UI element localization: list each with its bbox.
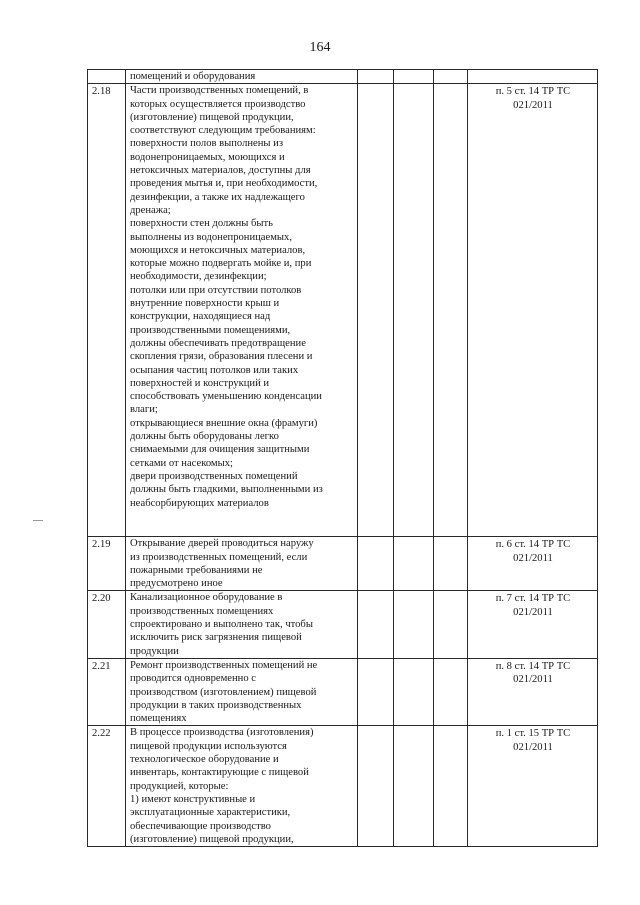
row-number: 2.20 — [92, 593, 111, 605]
row-number-cell — [88, 658, 126, 725]
table-row — [88, 591, 598, 658]
legal-reference: п. 8 ст. 14 ТР ТС 021/2011 — [495, 660, 571, 686]
reference-cell — [468, 726, 598, 847]
check-cell-na — [434, 70, 468, 84]
check-cell-no — [394, 84, 434, 537]
row-number-cell — [88, 591, 126, 658]
row-number-cell — [88, 726, 126, 847]
requirement-cell — [126, 658, 358, 725]
check-cell-no — [394, 658, 434, 725]
row-number: 2.18 — [92, 86, 111, 98]
table-row — [88, 537, 598, 591]
check-cell-na — [434, 84, 468, 537]
reference-cell — [468, 84, 598, 537]
requirement-cell — [126, 591, 358, 658]
requirement-cell — [126, 84, 358, 537]
legal-reference: п. 6 ст. 14 ТР ТС 021/2011 — [495, 539, 571, 564]
check-cell-na — [434, 658, 468, 725]
requirement-text: В процессе производства (изготовления) пищевой продукции используются технологическое оборудование и инвентарь, контактирующие с пищевой продукцией, которые: 1) имеют конструктивные и эксплуатационные характеристики, обеспечивающие производство (изготовление) пищевой продукции, — [130, 727, 314, 845]
check-cell-na — [434, 537, 468, 591]
check-cell-no — [394, 726, 434, 847]
row-number: 2.19 — [92, 539, 111, 551]
table-row — [88, 70, 598, 84]
page-number: 164 — [309, 40, 331, 55]
row-number-cell — [88, 537, 126, 591]
table-row — [88, 726, 598, 847]
check-cell-yes — [358, 726, 394, 847]
table-row — [88, 84, 598, 537]
requirement-cell — [126, 70, 358, 84]
reference-cell — [468, 591, 598, 658]
table-row — [88, 658, 598, 725]
check-cell-na — [434, 591, 468, 658]
margin-mark — [33, 520, 43, 521]
check-cell-na — [434, 726, 468, 847]
legal-reference: п. 5 ст. 14 ТР ТС 021/2011 — [495, 86, 571, 111]
check-cell-no — [394, 70, 434, 84]
requirements-table — [87, 69, 598, 847]
row-number: 2.22 — [92, 728, 111, 740]
requirement-text: Ремонт производственных помещений не проводится одновременно с производством (изготовлением) пищевой продукции в таких производственных помещениях — [130, 659, 318, 725]
row-number: 2.21 — [92, 660, 111, 672]
reference-cell — [468, 658, 598, 725]
requirement-text: Канализационное оборудование в производственных помещениях спроектировано и выполнено так, чтобы исключить риск загрязнения пищевой продукции — [130, 592, 313, 657]
legal-reference: п. 7 ст. 14 ТР ТС 021/2011 — [495, 593, 571, 618]
requirement-text: Открывание дверей проводиться наружу из производственных помещений, если пожарными требованиями не предусмотрено иное — [130, 538, 314, 590]
check-cell-no — [394, 591, 434, 658]
check-cell-yes — [358, 537, 394, 591]
check-cell-yes — [358, 591, 394, 658]
check-cell-yes — [358, 658, 394, 725]
requirement-text: Части производственных помещений, в которых осуществляется производство (изготовление) пищевой продукции, соответствуют следующим требованиям: поверхности полов выполнены из водонепроницаемых, моющихся и нетоксичных материалов, доступны для проведения мытья и, при необходимости, дезинфекции, а также их надлежащего дренажа; поверхности стен должны быть выполнены из водонепроницаемых, моющихся и нетоксичных материалов, которые можно подвергать мойке и, при необходимости, дезинфекции; потолки или при отсутствии потолков внутренние поверхности крыш и конструкции, находящиеся над производственными помещениями, должны обеспечивать предотвращение скопления грязи, образования плесени и осыпания частиц потолков или таких поверхностей и конструкций и способствовать уменьшению конденсации влаги; открывающиеся внешние окна (фрамуги) должны быть оборудованы легко снимаемыми для очищения защитными сетками от насекомых; двери производственных помещений должны быть гладкими, выполненными из неабсорбирующих материалов — [130, 85, 323, 509]
check-cell-yes — [358, 84, 394, 537]
reference-cell — [468, 537, 598, 591]
check-cell-yes — [358, 70, 394, 84]
legal-reference: п. 1 ст. 15 ТР ТС 021/2011 — [495, 728, 571, 753]
reference-cell — [468, 70, 598, 84]
row-number-cell — [88, 70, 126, 84]
requirement-cell — [126, 726, 358, 847]
requirement-cell — [126, 537, 358, 591]
requirement-text: помещений и оборудования — [130, 71, 256, 82]
check-cell-no — [394, 537, 434, 591]
row-number-cell — [88, 84, 126, 537]
